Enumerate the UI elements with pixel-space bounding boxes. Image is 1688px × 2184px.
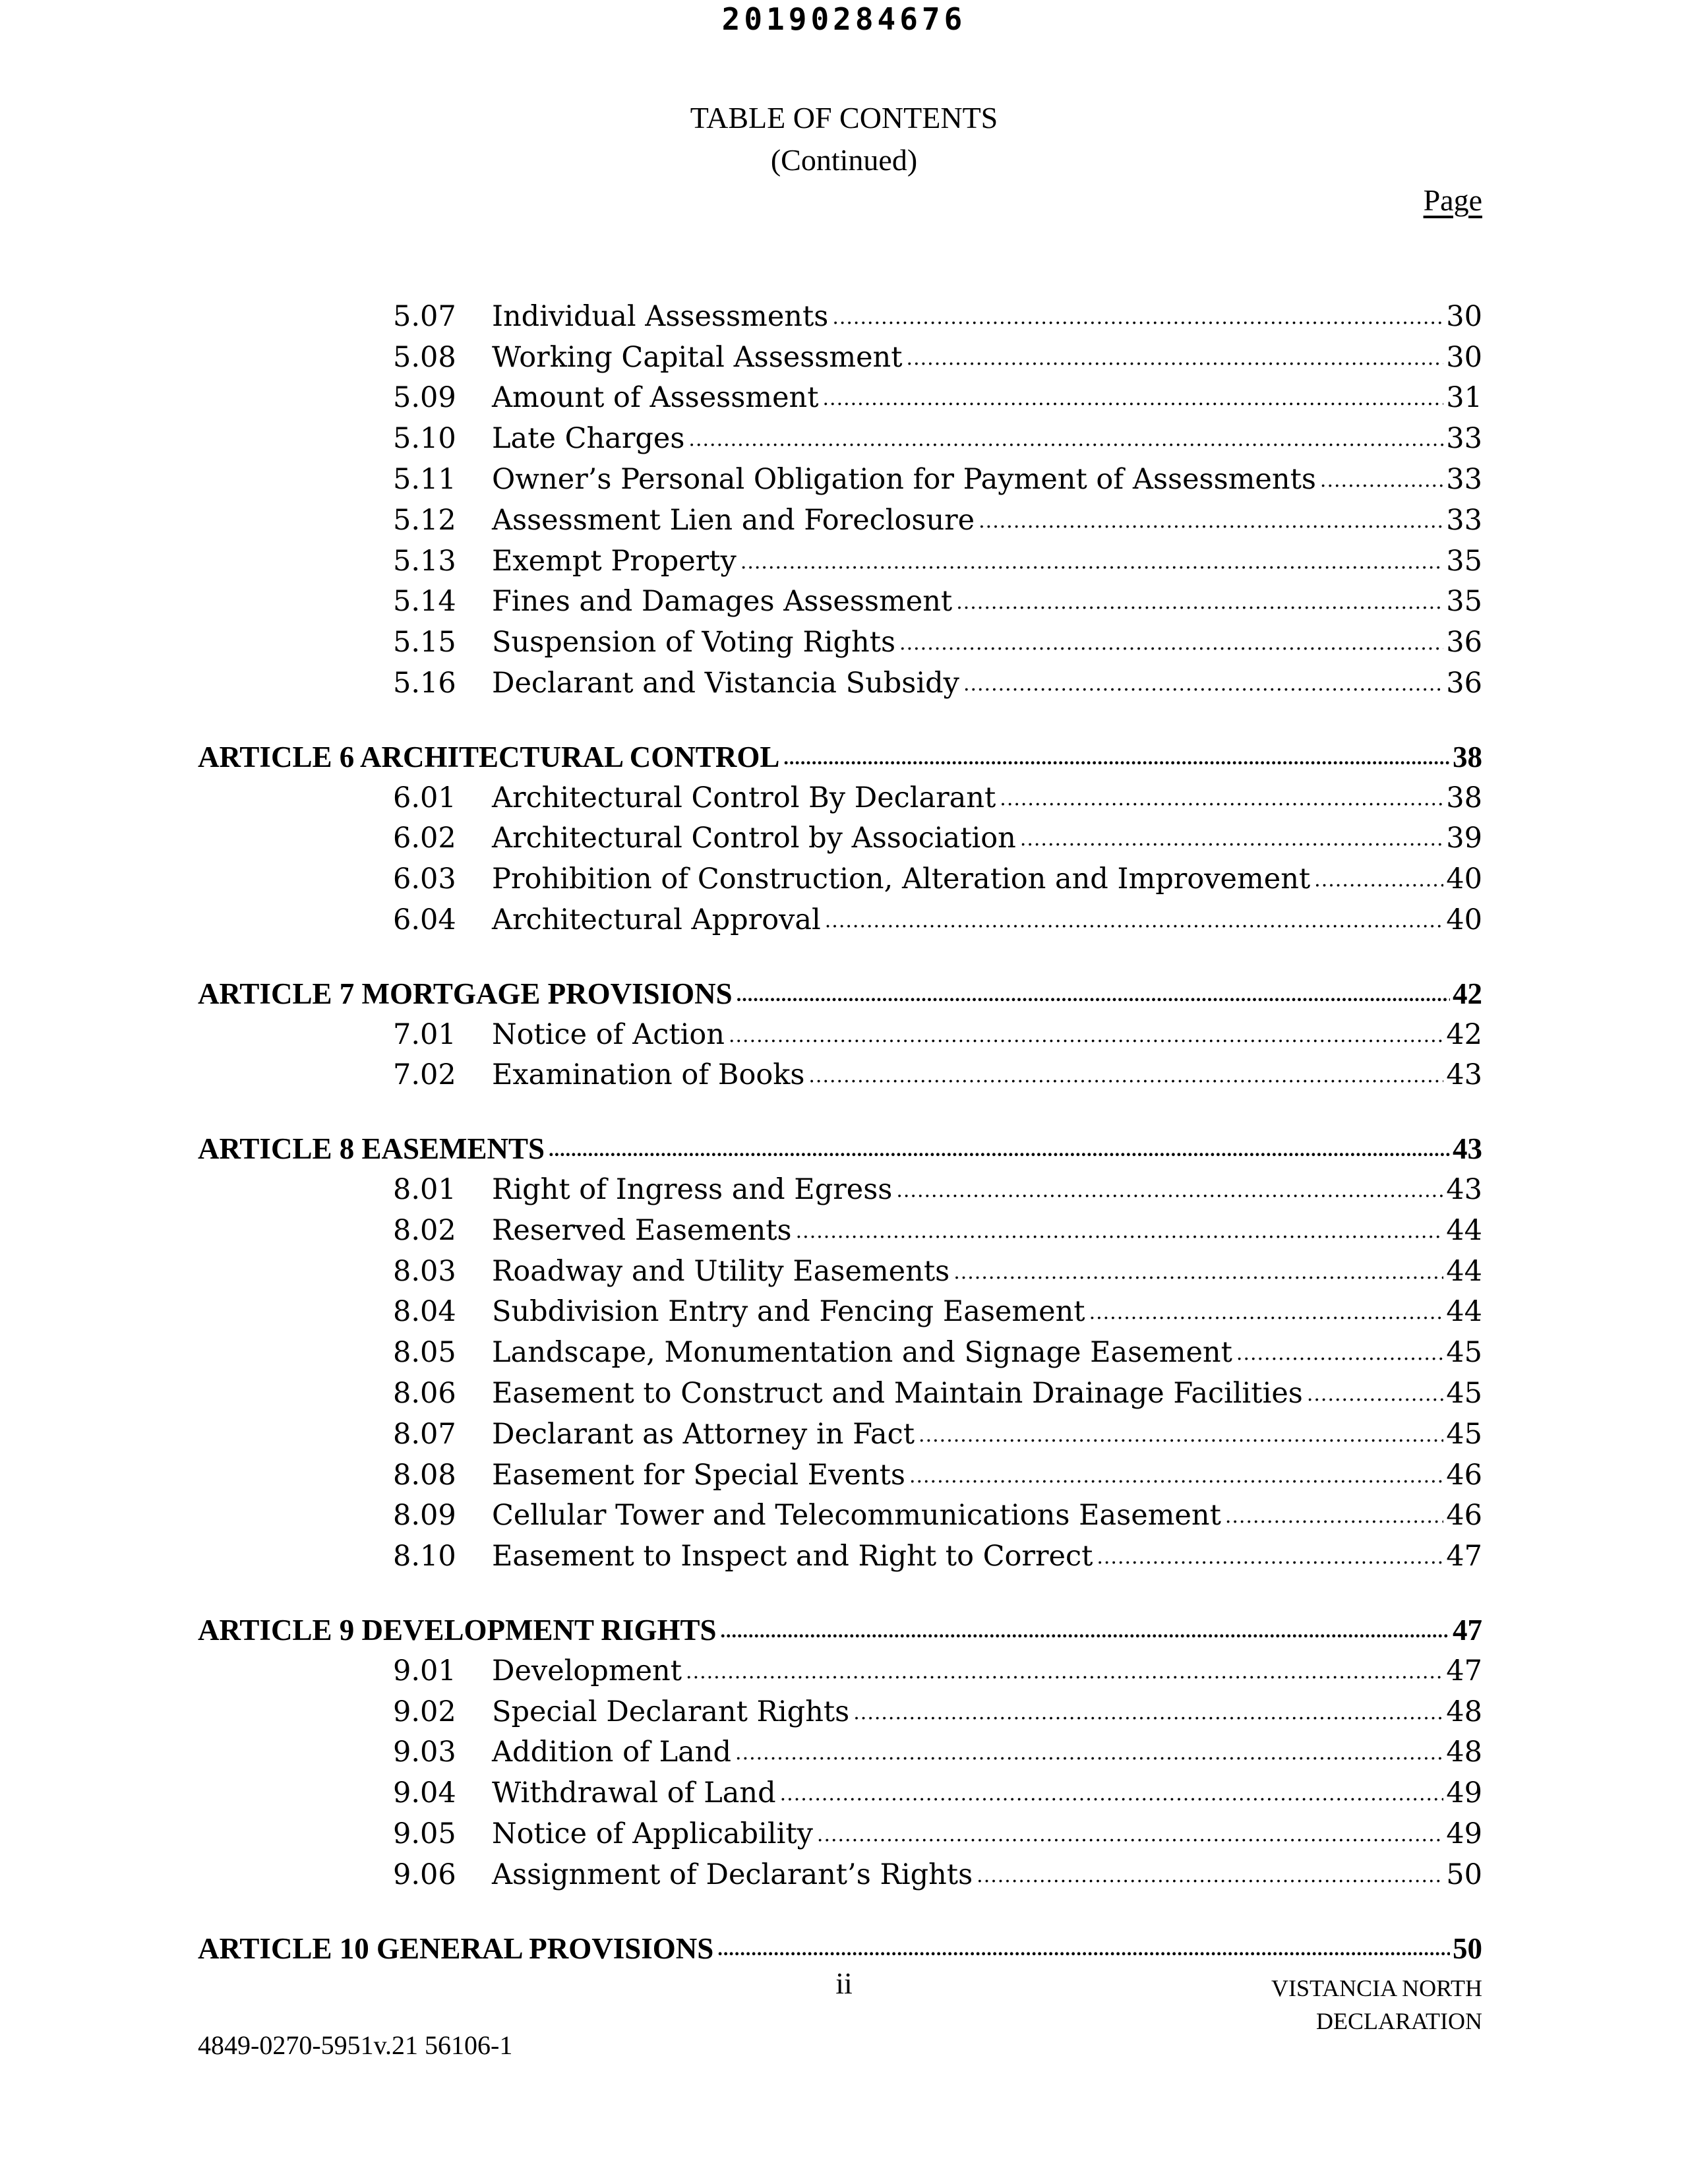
- toc-entry-row: [198, 777, 1482, 818]
- toc-section-number: 8.01: [393, 1173, 456, 1207]
- toc-section-number: 8.02: [393, 1213, 456, 1247]
- toc-page-number: 46: [1443, 1499, 1482, 1532]
- toc-entry-row: [198, 1055, 1482, 1096]
- toc-section-title: Easement to Construct and Maintain Drainage Facilities: [492, 1377, 1307, 1410]
- toc-dot-leader: [1097, 1546, 1443, 1577]
- toc-entry-row: [198, 899, 1482, 940]
- toc-article-title: ARTICLE 7 MORTGAGE PROVISIONS: [198, 977, 737, 1011]
- toc-article-title: ARTICLE 8 EASEMENTS: [198, 1132, 549, 1166]
- toc-article-row: [198, 1610, 1482, 1651]
- toc-page-number: 43: [1450, 1132, 1482, 1166]
- footer-title-line-2: DECLARATION: [1316, 2008, 1482, 2034]
- toc-page-number: 44: [1443, 1255, 1482, 1288]
- toc-section-title: Suspension of Voting Rights: [492, 626, 899, 659]
- toc-dot-leader: [688, 428, 1443, 459]
- toc-dot-leader: [796, 1220, 1444, 1251]
- toc-section-title: Examination of Books: [492, 1058, 808, 1091]
- toc-section-title: Fines and Damages Assessment: [492, 585, 956, 618]
- toc-page-number: 36: [1443, 667, 1482, 700]
- toc-dot-leader: [549, 1139, 1450, 1169]
- toc-dot-leader: [979, 510, 1443, 541]
- toc-entry-row: [198, 818, 1482, 859]
- toc-page-number: 33: [1443, 422, 1482, 455]
- toc-subtitle: (Continued): [770, 143, 918, 177]
- toc-entry-row: [198, 859, 1482, 899]
- toc-section-number: 6.03: [393, 863, 456, 896]
- toc-entry-row: [198, 1813, 1482, 1854]
- toc-section-title: Notice of Applicability: [492, 1817, 817, 1850]
- toc-page-number: 35: [1443, 545, 1482, 578]
- recording-number: 20190284676: [721, 1, 967, 37]
- toc-entry-row: [198, 1292, 1482, 1333]
- toc-page-number: 47: [1450, 1613, 1482, 1647]
- toc-dot-leader: [780, 1782, 1444, 1813]
- toc-entry-row: [198, 500, 1482, 541]
- toc-section-title: Owner’s Personal Obligation for Payment of Assessments: [492, 463, 1320, 496]
- toc-entry-row: [198, 418, 1482, 459]
- toc-article-title: ARTICLE 9 DEVELOPMENT RIGHTS: [198, 1613, 721, 1647]
- toc-entry-row: [198, 1455, 1482, 1496]
- toc-page-number: 48: [1443, 1695, 1482, 1728]
- toc-entry-row: [198, 1414, 1482, 1455]
- toc-section-title: Late Charges: [492, 422, 688, 455]
- toc-spacer: [198, 1895, 1482, 1928]
- toc-dot-leader: [686, 1660, 1443, 1691]
- toc-dot-leader: [1320, 469, 1443, 500]
- toc-section-number: 8.09: [393, 1499, 456, 1532]
- toc-dot-leader: [1000, 787, 1443, 818]
- toc-spacer: [198, 1577, 1482, 1610]
- toc-dot-leader: [977, 1864, 1443, 1895]
- toc-entry-row: [198, 378, 1482, 419]
- toc-section-title: Addition of Land: [492, 1736, 735, 1769]
- toc-dot-leader: [853, 1701, 1443, 1732]
- toc-section-number: 5.09: [393, 381, 456, 415]
- toc-page-number: 30: [1443, 300, 1482, 333]
- toc-dot-leader: [1225, 1505, 1443, 1536]
- toc-section-number: 5.08: [393, 340, 456, 374]
- toc-dot-leader: [896, 1179, 1443, 1210]
- toc-section-title: Roadway and Utility Easements: [492, 1255, 953, 1288]
- toc-section-title: Exempt Property: [492, 545, 740, 578]
- toc-section-title: Easement for Special Events: [492, 1459, 909, 1492]
- toc-dot-leader: [953, 1261, 1443, 1292]
- toc-section-number: 5.10: [393, 422, 456, 456]
- toc-page-number: 42: [1443, 1018, 1482, 1051]
- toc-section-number: 7.01: [393, 1017, 456, 1051]
- toc-section-number: 5.12: [393, 503, 456, 537]
- toc-section-number: 6.02: [393, 822, 456, 855]
- toc-section-number: 5.07: [393, 299, 456, 333]
- toc-section-title: Reserved Easements: [492, 1214, 796, 1247]
- toc-dot-leader: [907, 347, 1444, 378]
- toc-page-number: 33: [1443, 504, 1482, 537]
- toc-dot-leader: [1089, 1301, 1444, 1332]
- toc-page-number: 46: [1443, 1459, 1482, 1492]
- toc-page-number: 35: [1443, 585, 1482, 618]
- toc-section-number: 8.08: [393, 1458, 456, 1492]
- footer-document-id: 4849-0270-5951v.21 56106-1: [198, 2030, 513, 2060]
- toc-article-row: [198, 1928, 1482, 1969]
- toc-entry-row: [198, 1373, 1482, 1414]
- toc-section-title: Development: [492, 1654, 686, 1687]
- toc-dot-leader: [735, 1742, 1443, 1773]
- toc-dot-leader: [832, 306, 1443, 337]
- toc-section-number: 8.04: [393, 1295, 456, 1329]
- toc-dot-leader: [825, 909, 1444, 940]
- footer-page-number: ii: [835, 1966, 853, 2000]
- toc-section-number: 5.13: [393, 544, 456, 578]
- toc-page-number: 39: [1443, 822, 1482, 855]
- toc-article-row: [198, 973, 1482, 1014]
- footer-title-line-1: VISTANCIA NORTH: [1271, 1975, 1482, 2001]
- toc-entry-row: [198, 1854, 1482, 1895]
- toc-section-number: 6.04: [393, 903, 456, 937]
- toc-article-title: ARTICLE 6 ARCHITECTURAL CONTROL: [198, 740, 783, 774]
- toc-section-title: Architectural Approval: [492, 903, 825, 936]
- toc-entry-row: [198, 541, 1482, 582]
- page-column-heading: Page: [1423, 183, 1482, 217]
- toc-page-number: 50: [1443, 1858, 1482, 1891]
- toc-section-title: Declarant and Vistancia Subsidy: [492, 667, 963, 700]
- toc-entry-row: [198, 1014, 1482, 1055]
- toc-page-number: 38: [1450, 740, 1482, 774]
- toc-section-number: 9.05: [393, 1817, 456, 1850]
- toc-page-number: 45: [1443, 1418, 1482, 1451]
- toc-section-title: Assignment of Declarant’s Rights: [492, 1858, 977, 1891]
- toc-dot-leader: [729, 1024, 1443, 1055]
- toc-entry-row: [198, 1536, 1482, 1577]
- toc-dot-leader: [808, 1064, 1443, 1095]
- toc-entry-row: [198, 296, 1482, 337]
- toc-section-title: Withdrawal of Land: [492, 1776, 780, 1809]
- toc-entry-row: [198, 459, 1482, 500]
- toc-dot-leader: [919, 1424, 1443, 1455]
- toc-article-title: ARTICLE 10 GENERAL PROVISIONS: [198, 1931, 717, 1966]
- toc-dot-leader: [899, 632, 1443, 663]
- toc-section-number: 5.16: [393, 667, 456, 700]
- toc-dot-leader: [1314, 868, 1443, 899]
- toc-page-number: 40: [1443, 863, 1482, 895]
- toc-dot-leader: [817, 1823, 1443, 1854]
- toc-dot-leader: [963, 673, 1443, 704]
- toc-page-number: 33: [1443, 463, 1482, 496]
- toc-dot-leader: [721, 1620, 1451, 1651]
- toc-dot-leader: [956, 591, 1443, 622]
- toc-page-number: 36: [1443, 626, 1482, 659]
- toc-page-number: 40: [1443, 903, 1482, 936]
- toc-entry-row: [198, 1496, 1482, 1536]
- toc-section-number: 8.03: [393, 1254, 456, 1288]
- toc-section-title: Architectural Control By Declarant: [492, 781, 1000, 814]
- toc-section-title: Landscape, Monumentation and Signage Easement: [492, 1336, 1236, 1369]
- toc-section-title: Amount of Assessment: [492, 381, 823, 414]
- toc-section-number: 9.06: [393, 1858, 456, 1891]
- toc-section-title: Prohibition of Construction, Alteration and Improvement: [492, 863, 1314, 895]
- toc-page-number: 44: [1443, 1295, 1482, 1328]
- toc-page-number: 43: [1443, 1173, 1482, 1206]
- toc-section-number: 9.02: [393, 1695, 456, 1728]
- toc-section-title: Right of Ingress and Egress: [492, 1173, 896, 1206]
- toc-spacer: [198, 704, 1482, 737]
- toc-page-number: 50: [1450, 1931, 1482, 1966]
- toc-page-number: 47: [1443, 1540, 1482, 1573]
- toc-dot-leader: [1020, 828, 1443, 859]
- toc-page-number: 48: [1443, 1736, 1482, 1769]
- toc-section-number: 8.05: [393, 1336, 456, 1370]
- toc-entry-row: [198, 622, 1482, 663]
- toc-section-number: 9.01: [393, 1654, 456, 1687]
- toc-section-number: 5.11: [393, 463, 456, 497]
- toc-section-title: Assessment Lien and Foreclosure: [492, 504, 979, 537]
- toc-section-title: Working Capital Assessment: [492, 341, 907, 374]
- toc-section-number: 5.15: [393, 626, 456, 659]
- toc-spacer: [198, 940, 1482, 973]
- toc-section-number: 9.03: [393, 1736, 456, 1769]
- toc-title: TABLE OF CONTENTS: [690, 101, 998, 135]
- toc-entry-row: [198, 1251, 1482, 1292]
- toc-page-number: 30: [1443, 341, 1482, 374]
- toc-section-title: Individual Assessments: [492, 300, 832, 333]
- footer-document-title: [1271, 1972, 1482, 2038]
- toc-entry-row: [198, 1732, 1482, 1773]
- toc-section-number: 6.01: [393, 781, 456, 814]
- toc-page-number: 42: [1450, 977, 1482, 1011]
- toc-entry-row: [198, 1773, 1482, 1813]
- table-of-contents: [198, 296, 1482, 1968]
- toc-page-number: 43: [1443, 1058, 1482, 1091]
- toc-section-title: Subdivision Entry and Fencing Easement: [492, 1295, 1089, 1328]
- toc-section-number: 8.06: [393, 1377, 456, 1410]
- toc-dot-leader: [717, 1938, 1450, 1968]
- toc-section-title: Notice of Action: [492, 1018, 729, 1051]
- toc-dot-leader: [783, 747, 1450, 777]
- toc-dot-leader: [823, 387, 1444, 418]
- toc-entry-row: [198, 1169, 1482, 1210]
- toc-entry-row: [198, 582, 1482, 622]
- toc-spacer: [198, 1095, 1482, 1128]
- toc-dot-leader: [1236, 1342, 1443, 1373]
- toc-section-number: 5.14: [393, 585, 456, 619]
- toc-entry-row: [198, 1651, 1482, 1691]
- toc-page-number: 49: [1443, 1776, 1482, 1809]
- toc-dot-leader: [1307, 1383, 1443, 1414]
- toc-page-number: 47: [1443, 1654, 1482, 1687]
- toc-page-number: 45: [1443, 1377, 1482, 1410]
- toc-section-number: 8.10: [393, 1540, 456, 1573]
- toc-entry-row: [198, 663, 1482, 704]
- toc-dot-leader: [909, 1465, 1443, 1496]
- toc-entry-row: [198, 337, 1482, 378]
- toc-section-number: 8.07: [393, 1417, 456, 1451]
- toc-entry-row: [198, 1210, 1482, 1251]
- toc-page-number: 45: [1443, 1336, 1482, 1369]
- toc-page-number: 38: [1443, 781, 1482, 814]
- toc-dot-leader: [737, 984, 1450, 1014]
- toc-article-row: [198, 737, 1482, 777]
- toc-section-number: 7.02: [393, 1058, 456, 1092]
- toc-section-title: Special Declarant Rights: [492, 1695, 853, 1728]
- toc-article-row: [198, 1128, 1482, 1169]
- toc-section-title: Cellular Tower and Telecommunications Easement: [492, 1499, 1225, 1532]
- toc-page-number: 31: [1443, 381, 1482, 414]
- toc-entry-row: [198, 1691, 1482, 1732]
- toc-section-title: Declarant as Attorney in Fact: [492, 1418, 919, 1451]
- toc-section-number: 9.04: [393, 1776, 456, 1810]
- toc-section-title: Easement to Inspect and Right to Correct: [492, 1540, 1097, 1573]
- toc-entry-row: [198, 1332, 1482, 1373]
- toc-page-number: 49: [1443, 1817, 1482, 1850]
- toc-section-title: Architectural Control by Association: [492, 822, 1020, 855]
- toc-page-number: 44: [1443, 1214, 1482, 1247]
- toc-dot-leader: [740, 551, 1443, 582]
